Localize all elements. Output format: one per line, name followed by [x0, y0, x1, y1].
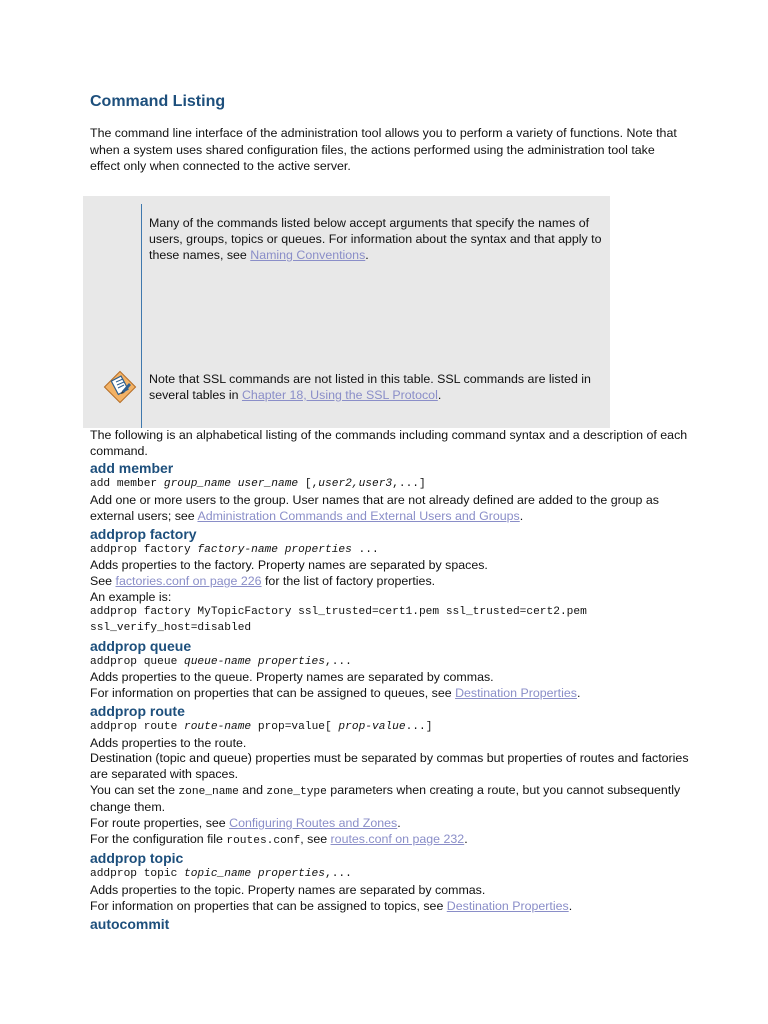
destination-properties-link[interactable]: Destination Properties — [455, 686, 577, 701]
syntax-addprop-factory: addprop factory factory-name properties ... — [90, 543, 379, 556]
route-properties-note: For route properties, see Configuring Routes and Zones. — [90, 816, 401, 831]
heading-addprop-factory: addprop factory — [90, 525, 197, 542]
desc-add-member: Add one or more users to the group. User names that are not already defined are added to the group as external users; see Administration Commands and External Users and Groups. — [90, 493, 659, 523]
example-addprop-factory: addprop factory MyTopicFactory ssl_trusted=cert1.pem ssl_trusted=cert2.pem ssl_verify_host=disabled — [90, 606, 594, 635]
heading-addprop-route: addprop route — [90, 702, 185, 719]
external-users-link[interactable]: Administration Commands and External Users and Groups — [197, 508, 520, 523]
factories-conf-link[interactable]: factories.conf on page 226 — [115, 573, 262, 588]
desc-addprop-topic: Adds properties to the topic. Property names are separated by commas. — [90, 883, 486, 898]
destination-properties-link-topic[interactable]: Destination Properties — [446, 898, 569, 913]
example-label: An example is: — [90, 589, 172, 604]
info-addprop-queue: For information on properties that can be assigned to queues, see Destination Properties. — [90, 686, 581, 701]
syntax-add-member: add member group_name user_name [,user2,user3,...] — [90, 478, 426, 491]
note-paragraph-ssl: Note that SSL commands are not listed in this table. SSL commands are listed in several tables in Chapter 18, Using the SSL Protocol. — [149, 372, 591, 402]
heading-addprop-queue: addprop queue — [90, 637, 192, 654]
heading-autocommit: autocommit — [90, 915, 170, 932]
configuring-routes-link[interactable]: Configuring Routes and Zones — [229, 816, 398, 831]
heading-add-member: add member — [90, 460, 174, 477]
note-paragraph-naming: Many of the commands listed below accept arguments that specify the names of users, groups, topics or queues. For information about the syntax and that apply to these names, see Naming Conventions. — [149, 216, 602, 262]
desc-addprop-factory: Adds properties to the factory. Property names are separated by spaces. — [90, 558, 488, 573]
ssl-protocol-link[interactable]: Chapter 18, Using the SSL Protocol — [241, 388, 438, 402]
listing-intro: The following is an alphabetical listing of the commands including command syntax and a description of each command. — [90, 428, 688, 458]
naming-conventions-link[interactable]: Naming Conventions — [250, 248, 366, 262]
command-listing — [90, 428, 690, 933]
info-addprop-topic: For information on properties that can be assigned to topics, see Destination Properties. — [90, 898, 573, 913]
routes-conf-link[interactable]: routes.conf on page 232 — [330, 831, 465, 846]
heading-addprop-topic: addprop topic — [90, 850, 184, 867]
note-divider — [141, 204, 142, 428]
syntax-addprop-queue: addprop queue queue-name properties,... — [90, 655, 352, 668]
desc-addprop-queue: Adds properties to the queue. Property names are separated by commas. — [90, 670, 494, 685]
routes-conf-note: For the configuration file routes.conf, see routes.conf on page 232. — [90, 831, 468, 847]
note-pencil-icon — [102, 369, 138, 405]
note-box — [83, 196, 610, 428]
syntax-addprop-route: addprop route route-name prop=value[ prop-value...] — [90, 720, 433, 733]
see-addprop-factory: See factories.conf on page 226 for the list of factory properties. — [90, 573, 436, 588]
desc-addprop-route: Adds properties to the route. — [90, 735, 247, 750]
zone-note: You can set the zone_name and zone_type parameters when creating a route, but you cannot subsequently change them. — [90, 782, 681, 815]
page-title: Command Listing — [90, 93, 226, 110]
syntax-addprop-topic: addprop topic topic_name properties,... — [90, 868, 352, 881]
desc2-addprop-route: Destination (topic and queue) properties must be separated by commas but properties of routes and factories are separated with spaces. — [90, 751, 689, 781]
intro-paragraph: The command line interface of the administration tool allows you to perform a variety of functions. Note that when a system uses shared configuration files, the actions performed using the administration tool take effect only when connected to the active server. — [90, 126, 677, 173]
